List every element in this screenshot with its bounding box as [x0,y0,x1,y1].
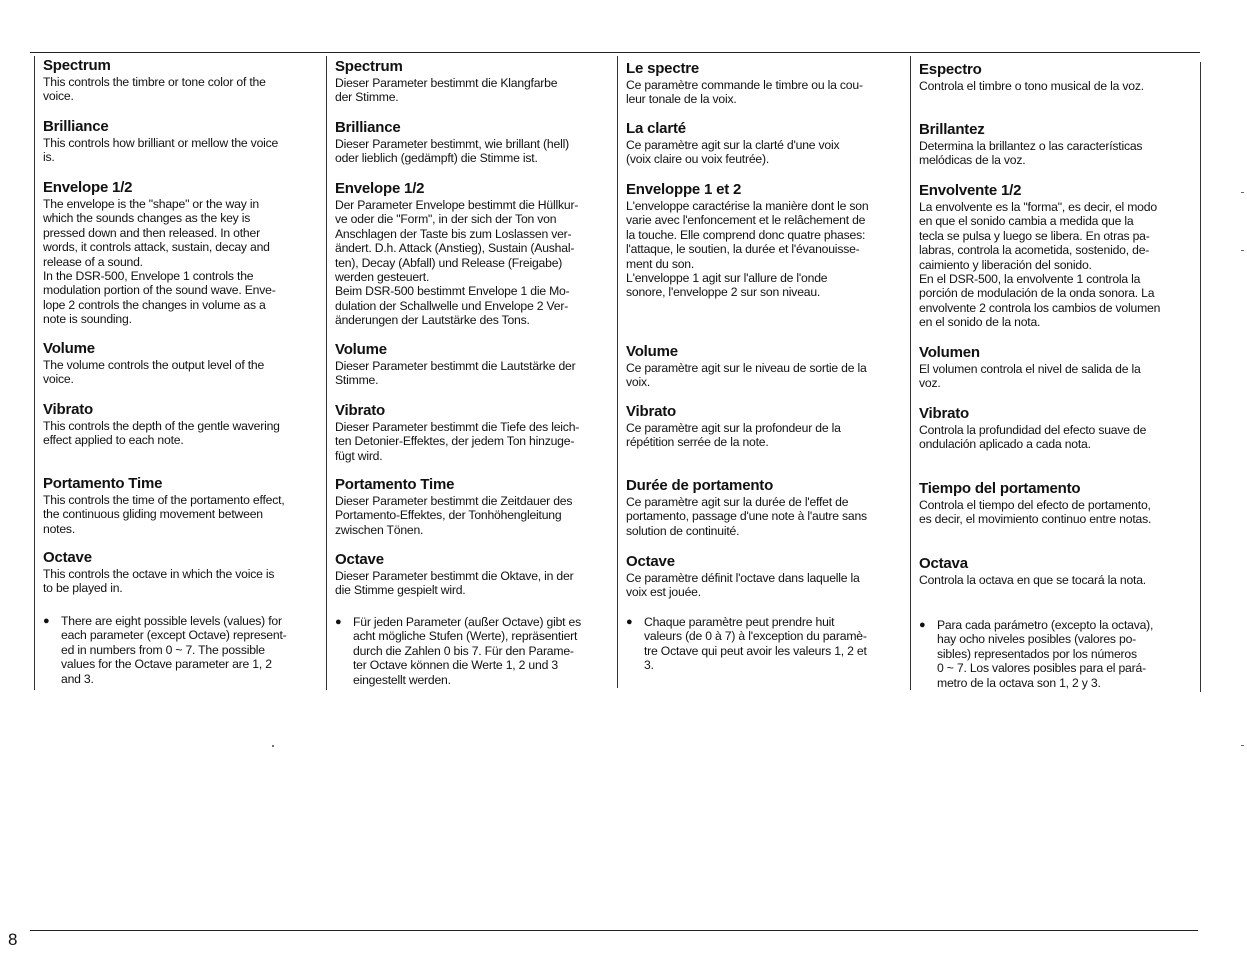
margin-tick [1241,192,1244,193]
right-border [1200,62,1201,692]
section-text: L'enveloppe caractérise la manière dont le son varie avec l'enfoncement et le relâchement de la touche. Elle comprend donc quatre phases: l'attaque, le soutien, la durée et l'évanouisse- ment du son. L'enveloppe 1 agit sur l'allure de l'onde sonore, l'enveloppe 2 sur son niveau. [626,199,869,300]
section-heading: Tiempo del portamento [919,480,1081,497]
top-rule [30,52,1200,53]
section-clarte [626,119,902,167]
section-heading: Envelope 1/2 [335,180,425,197]
column-espanol [910,56,1202,690]
section-enveloppe [626,180,902,300]
section-heading: Vibrato [335,402,386,419]
section-envelope [335,179,611,328]
section-octave [43,548,319,596]
bullet-icon: ● [43,615,50,627]
section-text: This controls how brilliant or mellow the voice is. [43,136,279,165]
section-heading: Brilliance [335,119,401,136]
section-heading: Durée de portamento [626,477,774,494]
section-brilliance [43,117,319,165]
section-text: Determina la brillantez o las características melódicas de la voz. [919,139,1143,168]
section-text: Ce paramètre agit sur la durée de l'effet de portamento, passage d'une note à l'autre sans solution de continuité. [626,495,867,538]
section-heading: Spectrum [43,57,111,74]
note [335,615,611,687]
section-heading: Enveloppe 1 et 2 [626,181,742,198]
section-portamento [919,479,1202,527]
section-espectro [919,60,1202,93]
section-heading: Volume [43,340,95,357]
section-text: Dieser Parameter bestimmt die Oktave, in der die Stimme gespielt wird. [335,569,574,598]
section-text: Ce paramètre agit sur le niveau de sortie de la voix. [626,361,867,390]
section-volume [335,340,611,388]
section-heading: Portamento Time [335,476,455,493]
bullet-icon: ● [626,616,633,628]
column-francais [617,56,902,688]
section-text: The volume controls the output level of the voice. [43,358,265,387]
section-text: This controls the time of the portamento effect, the continuous gliding movement between notes. [43,493,285,536]
section-portamento [43,474,319,536]
bullet-icon: ● [335,616,342,628]
section-octava [919,554,1202,587]
note-text: Chaque paramètre peut prendre huit valeurs (de 0 à 7) à l'exception du paramè- tre Octave qui peut avoir les valeurs 1, 2 et 3. [644,615,867,673]
section-text: Der Parameter Envelope bestimmt die Hüllkur- ve oder die "Form", in der sich der Ton von Anschlagen der Taste bis zum Loslassen ver- ändert. D.h. Attack (Anstieg), Sustain (Aushal- ten), Decay (Abfall) und Release (Freigabe) werden gesteuert. Beim DSR-500 bestimmt Envelope 1 die Mo- dulation der Schallwelle und Envelope 2 Ver- änderungen der Lautstärke des Tons. [335,198,579,328]
section-vibrato [43,400,319,448]
column-english [34,56,319,690]
section-envolvente [919,181,1202,330]
section-spectre [626,59,902,107]
section-heading: Octave [335,551,384,568]
section-heading: Volume [335,341,387,358]
section-octave [626,552,902,600]
section-heading: Envolvente 1/2 [919,182,1022,199]
stray-dot [272,745,274,747]
section-spectrum [335,57,611,105]
section-brilliance [335,118,611,166]
page-number: 8 [8,930,18,949]
section-text: Ce paramètre définit l'octave dans laquelle la voix est jouée. [626,571,860,600]
section-text: El volumen controla el nivel de salida de la voz. [919,362,1141,391]
section-text: Controla la profundidad del efecto suave de ondulación aplicado a cada nota. [919,423,1147,452]
section-heading: Octava [919,555,968,572]
section-text: Controla la octava en que se tocará la nota. [919,573,1146,587]
section-text: Dieser Parameter bestimmt die Zeitdauer des Portamento-Effektes, der Tonhöhengleitung zwischen Tönen. [335,494,573,537]
section-heading: Spectrum [335,58,403,75]
section-text: Dieser Parameter bestimmt die Lautstärke der Stimme. [335,359,576,388]
margin-tick [1241,745,1244,746]
section-heading: Vibrato [919,405,970,422]
section-text: Dieser Parameter bestimmt die Tiefe des leich- ten Detonier-Effektes, der jedem Ton hinzuge- fügt wird. [335,420,580,463]
section-volumen [919,343,1202,391]
section-heading: Vibrato [626,403,677,420]
bottom-rule [30,930,1198,931]
note-text: Para cada parámetro (excepto la octava), hay ocho niveles posibles (valores po- sibles) representados por los números 0 ~ 7. Los valores posibles para el pará- metro de la octava son 1, 2 y 3. [937,618,1154,690]
section-brillantez [919,120,1202,168]
section-heading: Brilliance [43,118,109,135]
section-spectrum [43,56,319,104]
section-heading: Brillantez [919,121,985,138]
margin-tick [1241,250,1244,251]
section-text: Dieser Parameter bestimmt die Klangfarbe der Stimme. [335,76,558,105]
note [43,614,319,686]
note-text: There are eight possible levels (values) for each parameter (except Octave) represent- ed in numbers from 0 ~ 7. The possible values for the Octave parameter are 1, 2 and 3. [61,614,287,686]
section-heading: Volumen [919,344,980,361]
section-envelope [43,178,319,327]
note [626,615,902,673]
section-text: Controla el tiempo del efecto de portamento, es decir, el movimiento continuo entre notas. [919,498,1152,527]
section-vibrato [335,401,611,463]
section-text: Ce paramètre agit sur la clarté d'une voix (voix claire ou voix feutrée). [626,138,840,167]
section-text: This controls the octave in which the voice is to be played in. [43,567,275,596]
section-text: La envolvente es la "forma", es decir, el modo en que el sonido cambia a medida que la tecla se pulsa y luego se libera. En otras pa- labras, controla la acometida, sostenido, de- caimiento y liberación del sonido. En el DSR-500, la envolvente 1 controla la porción de modulación de la onda sonora. La envolvente 2 controla los cambios de volumen en el sonido de la nota. [919,200,1161,330]
section-heading: Portamento Time [43,475,163,492]
section-text: Dieser Parameter bestimmt, wie brillant (hell) oder lieblich (gedämpft) die Stimme ist. [335,137,569,166]
section-vibrato [626,402,902,450]
section-text: Controla el timbre o tono musical de la voz. [919,79,1144,93]
section-heading: Octave [43,549,92,566]
section-heading: Octave [626,553,675,570]
section-heading: Le spectre [626,60,700,77]
section-heading: La clarté [626,120,686,137]
section-heading: Envelope 1/2 [43,179,133,196]
section-text: Ce paramètre commande le timbre ou la cou- leur tonale de la voix. [626,78,863,107]
section-volume [626,342,902,390]
note [919,618,1202,690]
section-text: The envelope is the "shape" or the way in which the sounds changes as the key is pressed down and then released. In other words, it controls attack, sustain, decay and release of a sound. In the DSR-500, Envelope 1 controls the modulation portion of the sound wave. Enve- lope 2 controls the changes in volume as a note is sounding. [43,197,276,327]
note-text: Für jeden Parameter (außer Octave) gibt es acht mögliche Stufen (Werte), repräsentiert durch die Zahlen 0 bis 7. Für den Parame- ter Octave können die Werte 1, 2 und 3 eingestellt werden. [353,615,582,687]
section-text: Ce paramètre agit sur la profondeur de la répétition serrée de la note. [626,421,841,450]
section-heading: Volume [626,343,678,360]
column-deutsch [326,56,611,690]
section-heading: Espectro [919,61,982,78]
section-vibrato [919,404,1202,452]
section-volume [43,339,319,387]
section-text: This controls the timbre or tone color of the voice. [43,75,266,104]
section-text: This controls the depth of the gentle wavering effect applied to each note. [43,419,280,448]
bullet-icon: ● [919,619,926,631]
section-portamento [626,476,902,538]
section-portamento [335,475,611,537]
section-octave [335,550,611,598]
section-heading: Vibrato [43,401,94,418]
